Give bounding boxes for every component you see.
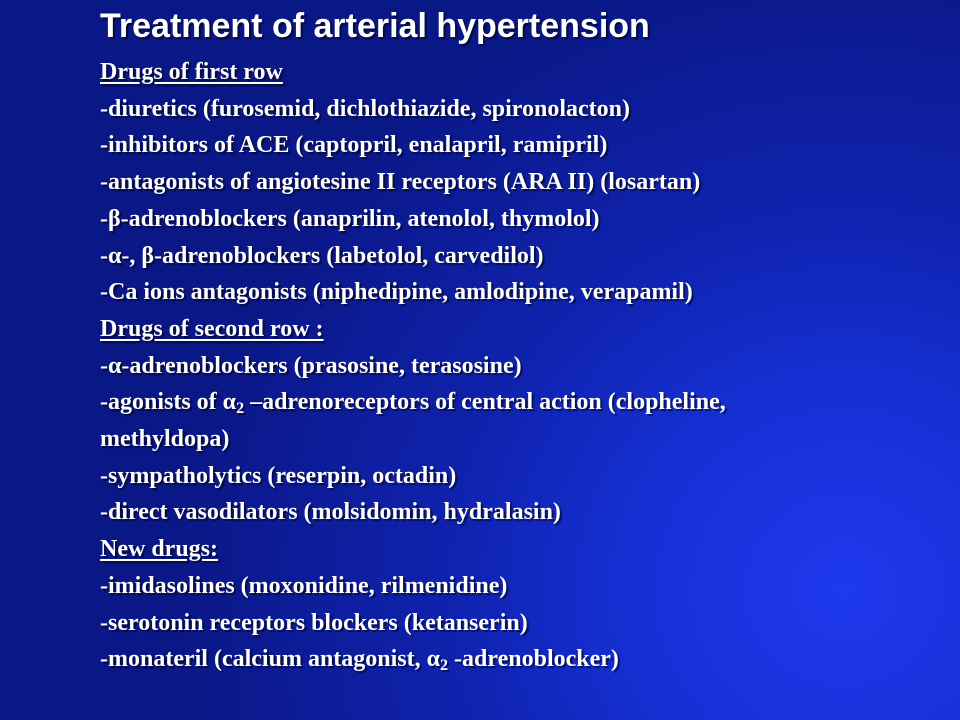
subscript: 2 <box>236 400 245 418</box>
list-item: -inhibitors of ACE (captopril, enalapril, ramipril) <box>100 132 608 159</box>
section-heading-new-drugs: New drugs: <box>100 536 218 563</box>
list-item: -antagonists of angiotesine II receptors (ARA II) (losartan) <box>100 169 701 196</box>
list-item: -imidasolines (moxonidine, rilmenidine) <box>100 572 508 599</box>
list-item: -sympatholytics (reserpin, octadin) <box>100 462 457 489</box>
list-item: -α-, β-adrenoblockers (labetolol, carvedilol) <box>100 242 544 269</box>
list-item: -diuretics (furosemid, dichlothiazide, spironolacton) <box>100 95 631 122</box>
list-item-text: -adrenoblocker) <box>448 646 619 673</box>
list-item <box>100 641 950 678</box>
section-heading-second-row: Drugs of second row : <box>100 315 324 342</box>
slide-body <box>100 54 950 678</box>
list-item: -Ca ions antagonists (niphedipine, amlodipine, verapamil) <box>100 279 693 306</box>
list-item-text: –adrenoreceptors of central action (clopheline, <box>244 389 726 416</box>
list-item <box>100 384 950 421</box>
list-item: -serotonin receptors blockers (ketanserin) <box>100 609 528 636</box>
subscript: 2 <box>440 657 449 675</box>
list-item: -β-adrenoblockers (anaprilin, atenolol, thymolol) <box>100 205 600 232</box>
list-item: -direct vasodilators (molsidomin, hydralasin) <box>100 499 561 526</box>
list-item-text: -agonists of α <box>100 389 237 416</box>
list-item: -α-adrenoblockers (prasosine, terasosine) <box>100 352 522 379</box>
slide-title: Treatment of arterial hypertension <box>100 7 650 45</box>
list-item-text: -monateril (calcium antagonist, α <box>100 646 441 673</box>
list-item-continuation: methyldopa) <box>100 426 230 453</box>
section-heading-first-row: Drugs of first row <box>100 59 283 85</box>
